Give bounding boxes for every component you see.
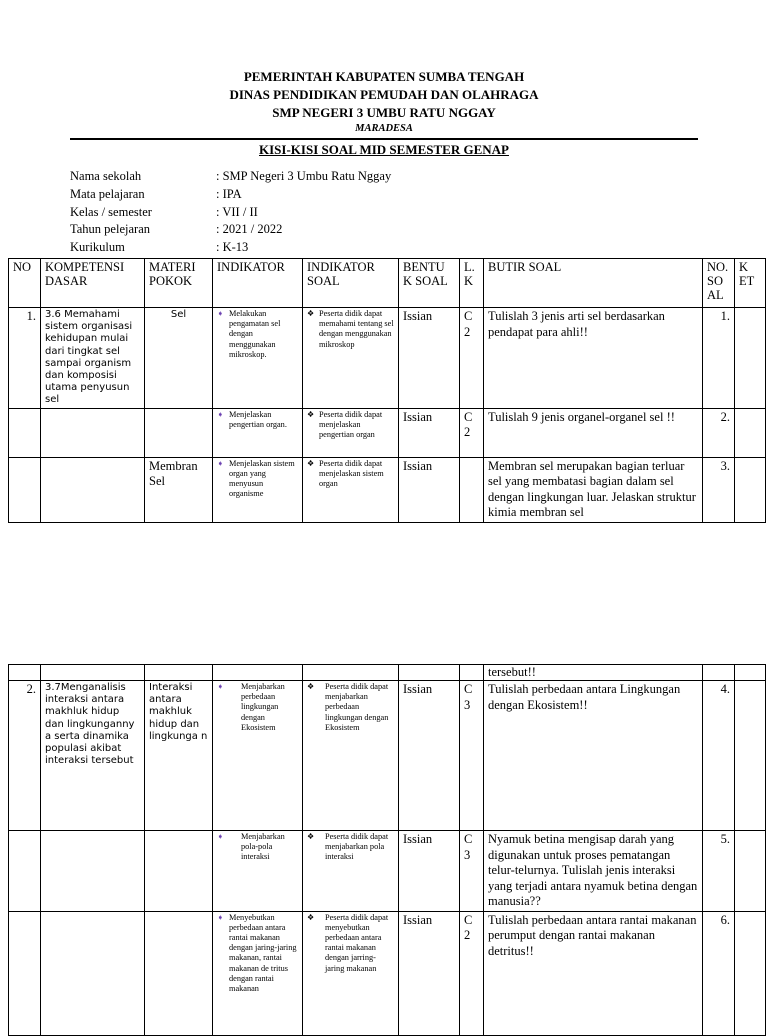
cell-ket [735,911,766,1035]
cell-butir: Tulislah 3 jenis arti sel berdasarkan pendapat para ahli!! [484,308,703,409]
col-header-materi: MATERI POKOK [145,259,213,308]
indikator-text: Menjelaskan sistem organ yang menyusun organisme [229,458,295,499]
indikator-text: Menjabarkan pola-pola interaksi [241,832,285,862]
cell-indikator [213,308,303,409]
table-row [9,457,766,522]
cell-nosoal: 5. [703,831,735,912]
table-row-continuation [9,665,766,681]
cell-materi: Interaksi antara makhluk hidup dan lingkunga n [145,681,213,831]
info-label: Mata pelajaran [70,186,145,201]
cell-ket [735,681,766,831]
cell-lk: C 3 [460,831,484,912]
cell-bentuk: Issian [399,681,460,831]
cell-butir: Tulislah 9 jenis organel-organel sel !! [484,408,703,457]
arrow-bullet-icon: ➧ [217,458,224,468]
cell-ket [735,308,766,409]
cell-kompetensi [41,457,145,522]
info-value: : SMP Negeri 3 Umbu Ratu Nggay [216,169,392,183]
info-row [70,186,570,204]
col-header-nosoal: NO. SO AL [703,259,735,308]
cell-indikator-soal [303,831,399,912]
indikator-soal-text: Peserta didik dapat menjabarkan perbedaan lingkungan dengan Ekosistem [325,682,389,732]
cell-lk: C 2 [460,408,484,457]
info-value: : VII / II [216,204,258,219]
indikator-soal-text: Peserta didik dapat menjabarkan pola interaksi [325,832,389,862]
kisi-kisi-table-page-1 [8,258,766,523]
arrow-bullet-icon: ➧ [217,832,224,841]
col-header-indikator: INDIKATOR [213,259,303,308]
table-header-row [9,259,766,308]
diamond-bullet-icon: ❖ [307,409,315,419]
cell-kompetensi [41,831,145,912]
diamond-bullet-icon: ❖ [307,458,315,468]
cell-lk: C 2 [460,911,484,1035]
diamond-bullet-icon: ❖ [307,309,315,318]
cell-nosoal: 3. [703,457,735,522]
info-label: Kurikulum [70,240,125,255]
cell-indikator-soal [303,408,399,457]
letterhead-line-4: MARADESA [355,123,413,134]
cell-no [9,457,41,522]
arrow-bullet-icon: ➧ [217,912,224,922]
cell-indikator-soal [303,911,399,1035]
indikator-soal-text: Peserta didik dapat menjelaskan pengertian organ [319,409,383,440]
cell-ket [735,408,766,457]
cell-butir: Nyamuk betina mengisap darah yang digunakan untuk proses pematangan telur-telurnya. Tulislah jenis interaksi yang terjadi antara nyamuk betina dengan manusia?? [484,831,703,912]
cell-butir: Tulislah perbedaan antara rantai makanan perumput dengan rantai makanan detritus!! [484,911,703,1035]
cell-bentuk: Issian [399,911,460,1035]
cell-ket [735,831,766,912]
col-header-indikator-soal: INDIKATOR SOAL [303,259,399,308]
cell-kompetensi [41,408,145,457]
cell-indikator [213,831,303,912]
cell-materi [145,408,213,457]
table-row [9,911,766,1035]
col-header-bentuk: BENTU K SOAL [399,259,460,308]
cell-no [9,831,41,912]
letterhead-line-2: DINAS PENDIDIKAN PEMUDAH DAN OLAHRAGA [229,87,539,102]
cell-no: 1. [9,308,41,409]
arrow-bullet-icon: ➧ [217,409,224,419]
arrow-bullet-icon: ➧ [217,682,224,691]
diamond-bullet-icon: ❖ [307,832,315,841]
col-header-lk: L. K [460,259,484,308]
arrow-bullet-icon: ➧ [217,309,224,318]
cell-nosoal: 1. [703,308,735,409]
cell-bentuk: Issian [399,831,460,912]
cell-indikator-soal [303,308,399,409]
cell-ket [735,457,766,522]
col-header-ket: K ET [735,259,766,308]
cell-butir-continuation: tersebut!! [484,665,703,681]
cell-no [9,911,41,1035]
table-row [9,308,766,409]
indikator-text: Melakukan pengamatan sel dengan menggunakan mikroskop. [229,309,281,359]
cell-nosoal: 6. [703,911,735,1035]
cell-bentuk: Issian [399,457,460,522]
info-label: Kelas / semester [70,204,152,219]
info-row [70,221,570,239]
info-label: Tahun pelejaran [70,222,150,237]
cell-bentuk: Issian [399,308,460,409]
col-header-kompetensi: KOMPETENSI DASAR [41,259,145,308]
kisi-kisi-table-page-2 [8,664,766,1036]
cell-nosoal: 4. [703,681,735,831]
cell-butir: Tulislah perbedaan antara Lingkungan dengan Ekosistem!! [484,681,703,831]
document-title: KISI-KISI SOAL MID SEMESTER GENAP [259,142,509,157]
cell-lk: C 2 [460,308,484,409]
col-header-no: NO [9,259,41,308]
info-row [70,204,570,222]
indikator-soal-text: Peserta didik dapat memahami tentang sel dengan menggunakan mikroskop [319,309,394,349]
diamond-bullet-icon: ❖ [307,682,315,691]
cell-kompetensi [41,911,145,1035]
table-row [9,831,766,912]
cell-indikator [213,457,303,522]
indikator-text: Menjabarkan perbedaan lingkungan dengan Ekosistem [241,682,285,732]
info-label: Nama sekolah [70,169,142,183]
info-value: : 2021 / 2022 [216,222,283,237]
info-value: : IPA [216,186,242,201]
cell-materi: Membran Sel [145,457,213,522]
indikator-text: Menyebutkan perbedaan antara rantai makanan dengan jaring-jaring makanan, rantai makanan de tritus dengan rantai makanan [229,912,297,993]
letterhead-rule [70,138,698,140]
col-header-butir: BUTIR SOAL [484,259,703,308]
cell-materi [145,831,213,912]
table-row [9,681,766,831]
indikator-soal-text: Peserta didik dapat menyebutkan perbedaan antara rantai makanan dengan jarring-jaring makanan [325,912,389,973]
cell-kompetensi: 3.7Menganalisis interaksi antara makhluk hidup dan lingkunganny a serta dinamika populasi akibat interaksi tersebut [41,681,145,831]
cell-indikator-soal [303,457,399,522]
cell-lk [460,457,484,522]
indikator-soal-text: Peserta didik dapat menjelaskan sistem organ [319,458,384,489]
letterhead-line-1: PEMERINTAH KABUPATEN SUMBA TENGAH [243,69,525,84]
cell-indikator [213,681,303,831]
info-row [70,239,570,257]
info-value: : K-13 [216,240,249,255]
diamond-bullet-icon: ❖ [307,912,315,922]
table-row [9,408,766,457]
letterhead-line-3: SMP NEGERI 3 UMBU RATU NGGAY [272,105,496,120]
cell-nosoal: 2. [703,408,735,457]
cell-indikator [213,911,303,1035]
cell-lk: C 3 [460,681,484,831]
cell-bentuk: Issian [399,408,460,457]
indikator-text: Menjelaskan pengertian organ. [229,409,287,429]
cell-kompetensi: 3.6 Memahami sistem organisasi kehidupan mulai dari tingkat sel sampai organism dan komposisi utama penyusun sel [41,308,145,409]
info-block [70,168,570,257]
cell-indikator [213,408,303,457]
info-row [70,168,570,186]
cell-butir: Membran sel merupakan bagian terluar sel yang membatasi bagian dalam sel dengan lingkungan luar. Jelaskan struktur kimia membran sel [484,457,703,522]
cell-materi [145,911,213,1035]
cell-no [9,408,41,457]
cell-indikator-soal [303,681,399,831]
cell-materi: Sel [145,308,213,409]
cell-no: 2. [9,681,41,831]
